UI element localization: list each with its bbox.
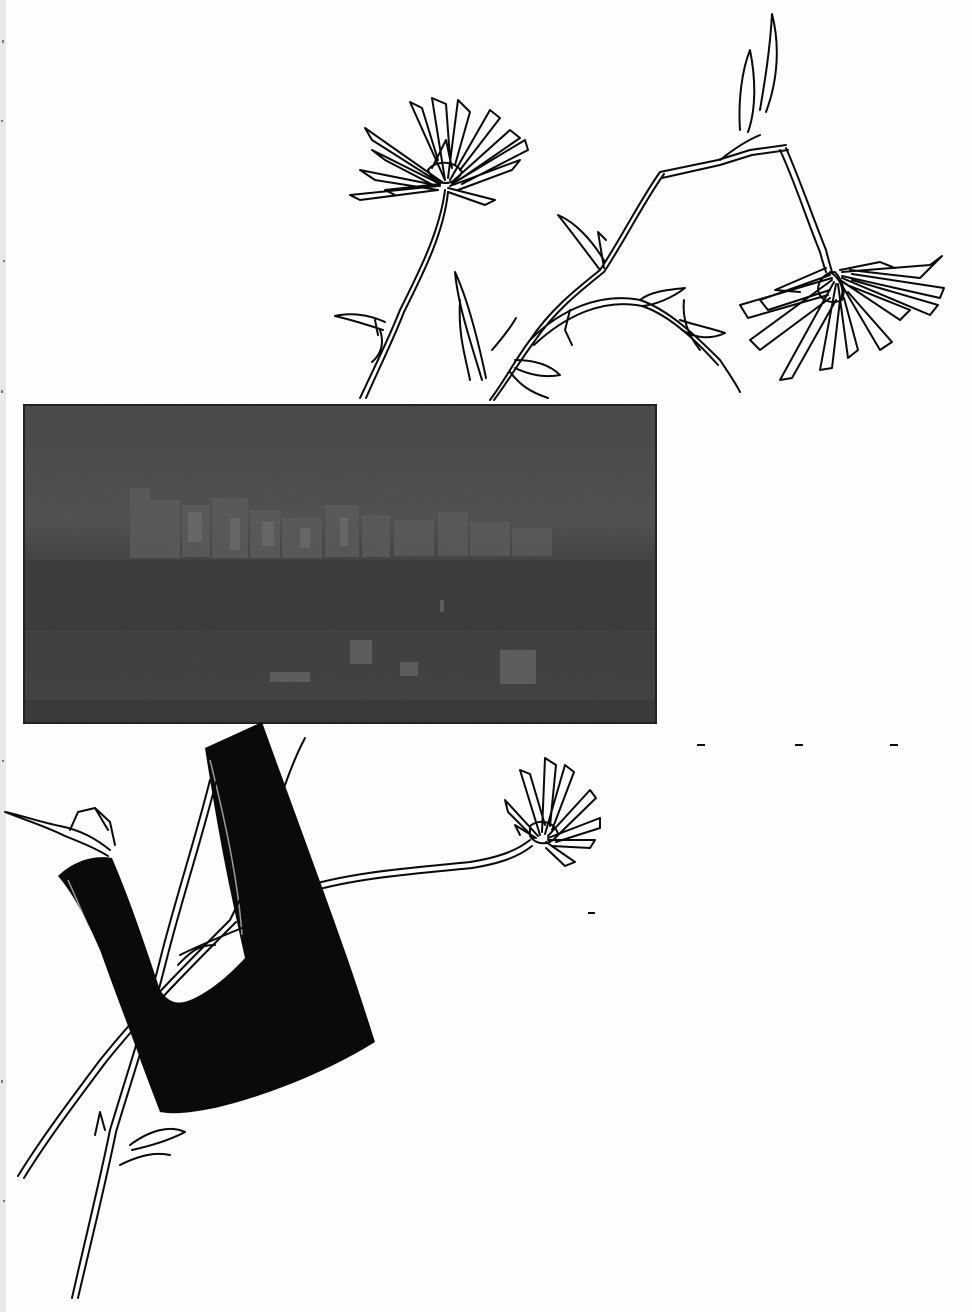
scan-edge-noise xyxy=(0,0,6,1312)
flower-top-left xyxy=(335,98,528,398)
flower-bottom-right xyxy=(300,758,600,894)
stray-marks xyxy=(588,745,898,913)
flower-top-right xyxy=(455,14,944,400)
photograph-cityscape xyxy=(24,405,656,723)
